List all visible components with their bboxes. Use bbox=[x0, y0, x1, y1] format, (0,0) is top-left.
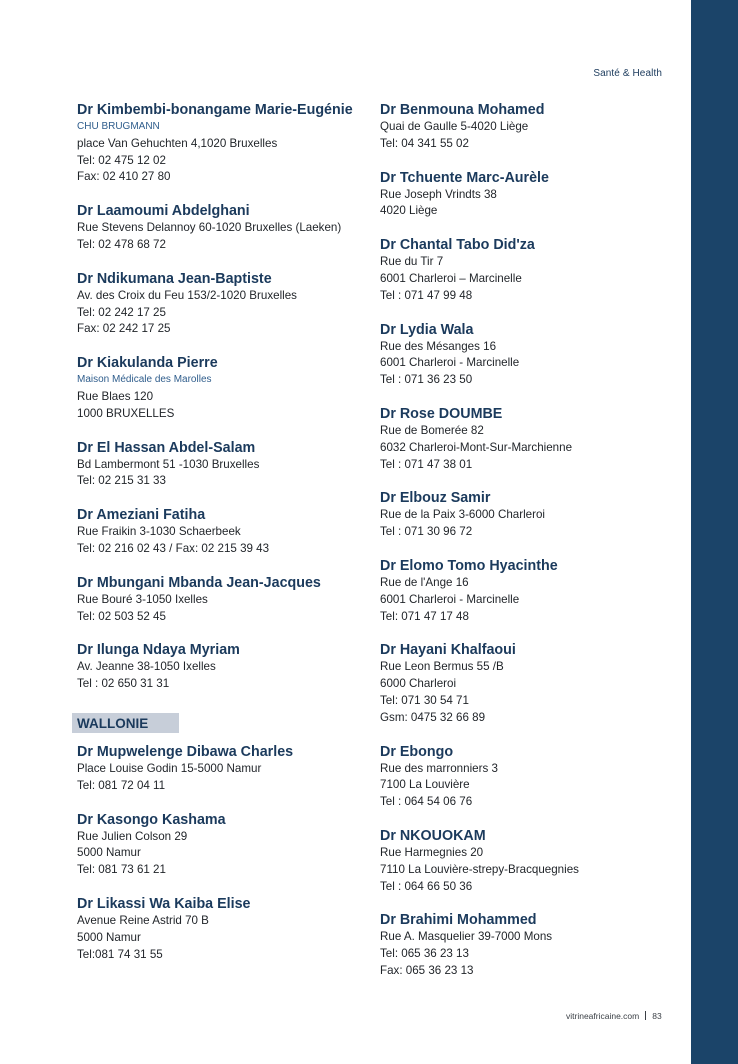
section-header-wrap bbox=[72, 713, 377, 733]
doctor-detail-line: Tel: 02 503 52 45 bbox=[77, 609, 166, 623]
doctor-detail-line: Tel : 064 54 06 76 bbox=[380, 795, 473, 809]
doctor-detail-line: place Van Gehuchten 4,1020 Bruxelles bbox=[77, 136, 278, 150]
doctor-name: Dr Ebongo bbox=[380, 743, 454, 760]
doctor-detail-line: Rue Julien Colson 29 bbox=[77, 829, 188, 843]
doctor-name: Dr Kiakulanda Pierre bbox=[77, 355, 218, 372]
doctor-name: Dr Tchuente Marc-Aurèle bbox=[380, 169, 549, 186]
doctor-name: Dr Elbouz Samir bbox=[380, 490, 491, 507]
doctor-detail-line: Tel : 071 47 38 01 bbox=[380, 457, 473, 471]
doctor-entry bbox=[380, 101, 680, 153]
doctor-detail-line: 5000 Namur bbox=[77, 930, 141, 944]
doctor-detail-line: Tel: 081 73 61 21 bbox=[77, 863, 166, 877]
doctor-detail-line: Tel : 02 650 31 31 bbox=[77, 677, 170, 691]
page-number: 83 bbox=[652, 1011, 662, 1021]
page-footer bbox=[566, 1011, 662, 1021]
doctor-name: Dr Ndikumana Jean-Baptiste bbox=[77, 270, 272, 287]
doctor-name: Dr Benmouna Mohamed bbox=[380, 102, 545, 118]
doctor-name: Dr Chantal Tabo Did'za bbox=[380, 237, 535, 254]
entries-wallonie bbox=[77, 743, 377, 963]
doctor-name: Dr Kasongo Kashama bbox=[77, 811, 226, 828]
doctor-name: Dr Ilunga Ndaya Myriam bbox=[77, 642, 240, 659]
doctor-detail-line: Tel : 071 47 99 48 bbox=[380, 288, 473, 302]
doctor-detail-line: 6000 Charleroi bbox=[380, 677, 457, 691]
doctor-name: Dr Mupwelenge Dibawa Charles bbox=[77, 743, 294, 760]
doctor-entry bbox=[380, 489, 680, 541]
doctor-entry bbox=[380, 743, 680, 811]
doctor-entry bbox=[77, 743, 377, 795]
doctor-name: Dr Ameziani Fatiha bbox=[77, 507, 206, 524]
doctor-detail-line: Rue Fraikin 3-1030 Schaerbeek bbox=[77, 525, 241, 539]
doctor-detail-line: 7100 La Louvière bbox=[380, 778, 470, 792]
doctor-detail-line: Fax: 02 242 17 25 bbox=[77, 322, 171, 336]
doctor-organization: Maison Médicale des Marolles bbox=[77, 374, 212, 386]
doctor-detail-line: 5000 Namur bbox=[77, 846, 141, 860]
doctor-name: Dr Laamoumi Abdelghani bbox=[77, 203, 250, 220]
doctor-entry bbox=[77, 439, 377, 491]
doctor-detail-line: Rue Blaes 120 bbox=[77, 389, 154, 403]
doctor-name: Dr Kimbembi-bonangame Marie-Eugénie bbox=[77, 102, 353, 118]
doctor-detail-line: Tel: 02 242 17 25 bbox=[77, 305, 166, 319]
doctor-name: Dr Mbungani Mbanda Jean-Jacques bbox=[77, 574, 321, 591]
doctor-entry bbox=[380, 236, 680, 304]
doctor-detail-line: Avenue Reine Astrid 70 B bbox=[77, 913, 209, 927]
doctor-entry bbox=[380, 911, 680, 979]
doctor-detail-line: Tel: 065 36 23 13 bbox=[380, 947, 469, 961]
doctor-detail-line: Tel : 071 30 96 72 bbox=[380, 525, 473, 539]
doctor-detail-line: 6001 Charleroi - Marcinelle bbox=[380, 356, 520, 370]
doctor-detail-line: Rue Harmegnies 20 bbox=[380, 845, 484, 859]
doctor-detail-line: Tel: 071 47 17 48 bbox=[380, 609, 469, 623]
right-column bbox=[380, 101, 680, 996]
doctor-detail-line: Rue Leon Bermus 55 /B bbox=[380, 660, 504, 674]
doctor-name: Dr Hayani Khalfaoui bbox=[380, 642, 516, 659]
doctor-detail-line: Av. des Croix du Feu 153/2-1020 Bruxelles bbox=[77, 288, 297, 302]
doctor-name: Dr El Hassan Abdel-Salam bbox=[77, 439, 256, 456]
doctor-detail-line: Tel : 064 66 50 36 bbox=[380, 879, 473, 893]
doctor-entry bbox=[77, 506, 377, 558]
doctor-entry bbox=[380, 827, 680, 895]
doctor-organization: CHU BRUGMANN bbox=[77, 121, 160, 132]
doctor-detail-line: Tel : 071 36 23 50 bbox=[380, 373, 473, 387]
doctor-detail-line: 7110 La Louvière-strepy-Bracquegnies bbox=[380, 862, 579, 876]
doctor-detail-line: 6032 Charleroi-Mont-Sur-Marchienne bbox=[380, 440, 573, 454]
doctor-detail-line: Place Louise Godin 15-5000 Namur bbox=[77, 761, 262, 775]
doctor-detail-line: Rue de la Paix 3-6000 Charleroi bbox=[380, 508, 545, 522]
doctor-name: Dr Brahimi Mohammed bbox=[380, 912, 537, 929]
doctor-detail-line: 1000 BRUXELLES bbox=[77, 406, 175, 420]
doctor-entry bbox=[380, 557, 680, 625]
doctor-detail-line: Tel: 02 215 31 33 bbox=[77, 474, 166, 488]
doctor-name: Dr Elomo Tomo Hyacinthe bbox=[380, 557, 558, 574]
doctor-entry bbox=[380, 405, 680, 473]
doctor-entry bbox=[380, 321, 680, 389]
doctor-detail-line: Tel: 02 216 02 43 / Fax: 02 215 39 43 bbox=[77, 541, 270, 555]
doctor-entry bbox=[77, 811, 377, 879]
footer-site: vitrineafricaine.com bbox=[566, 1011, 640, 1021]
entries-bruxelles bbox=[77, 101, 377, 693]
doctor-detail-line: Tel: 081 72 04 11 bbox=[77, 778, 166, 792]
doctor-detail-line: Rue des marronniers 3 bbox=[380, 761, 498, 775]
doctor-detail-line: Tel:081 74 31 55 bbox=[77, 947, 163, 961]
doctor-detail-line: 4020 Liège bbox=[380, 204, 438, 218]
footer-separator bbox=[645, 1011, 646, 1020]
page-header-label: Santé & Health bbox=[593, 68, 662, 79]
doctor-detail-line: Rue A. Masquelier 39-7000 Mons bbox=[380, 930, 553, 944]
doctor-detail-line: 6001 Charleroi – Marcinelle bbox=[380, 271, 522, 285]
doctor-entry bbox=[77, 270, 377, 338]
doctor-detail-line: Rue de Bomerée 82 bbox=[380, 423, 484, 437]
doctor-name: Dr Likassi Wa Kaiba Elise bbox=[77, 895, 251, 912]
doctor-entry bbox=[77, 641, 377, 693]
left-column bbox=[77, 101, 377, 979]
doctor-detail-line: Rue des Mésanges 16 bbox=[380, 339, 497, 353]
doctor-detail-line: Rue Joseph Vrindts 38 bbox=[380, 187, 497, 201]
doctor-detail-line: Av. Jeanne 38-1050 Ixelles bbox=[77, 660, 216, 674]
doctor-entry bbox=[77, 354, 377, 422]
doctor-detail-line: Tel: 02 478 68 72 bbox=[77, 237, 166, 251]
doctor-detail-line: 6001 Charleroi - Marcinelle bbox=[380, 592, 520, 606]
side-color-band bbox=[691, 0, 738, 1064]
doctor-detail-line: Quai de Gaulle 5-4020 Liège bbox=[380, 120, 529, 133]
doctor-detail-line: Tel: 02 475 12 02 bbox=[77, 153, 166, 167]
doctor-entry bbox=[77, 101, 377, 186]
doctor-detail-line: Rue de l'Ange 16 bbox=[380, 575, 469, 589]
doctor-entry bbox=[380, 169, 680, 221]
doctor-detail-line: Fax: 02 410 27 80 bbox=[77, 170, 171, 184]
doctor-name: Dr NKOUOKAM bbox=[380, 827, 486, 844]
doctor-entry bbox=[77, 574, 377, 626]
doctor-detail-line: Tel: 071 30 54 71 bbox=[380, 693, 469, 707]
doctor-name: Dr Lydia Wala bbox=[380, 321, 474, 338]
doctor-detail-line: Gsm: 0475 32 66 89 bbox=[380, 710, 486, 724]
doctor-detail-line: Rue Stevens Delannoy 60-1020 Bruxelles (Laeken) bbox=[77, 221, 342, 235]
doctor-entry bbox=[380, 641, 680, 726]
doctor-detail-line: Rue Bouré 3-1050 Ixelles bbox=[77, 592, 208, 606]
doctor-entry bbox=[77, 202, 377, 254]
doctor-detail-line: Rue du Tir 7 bbox=[380, 255, 444, 269]
doctor-detail-line: Bd Lambermont 51 -1030 Bruxelles bbox=[77, 457, 260, 471]
doctor-name: Dr Rose DOUMBE bbox=[380, 405, 503, 422]
doctor-entry bbox=[77, 895, 377, 963]
doctor-detail-line: Fax: 065 36 23 13 bbox=[380, 963, 474, 977]
doctor-detail-line: Tel: 04 341 55 02 bbox=[380, 136, 469, 150]
section-title: WALLONIE bbox=[72, 713, 179, 733]
